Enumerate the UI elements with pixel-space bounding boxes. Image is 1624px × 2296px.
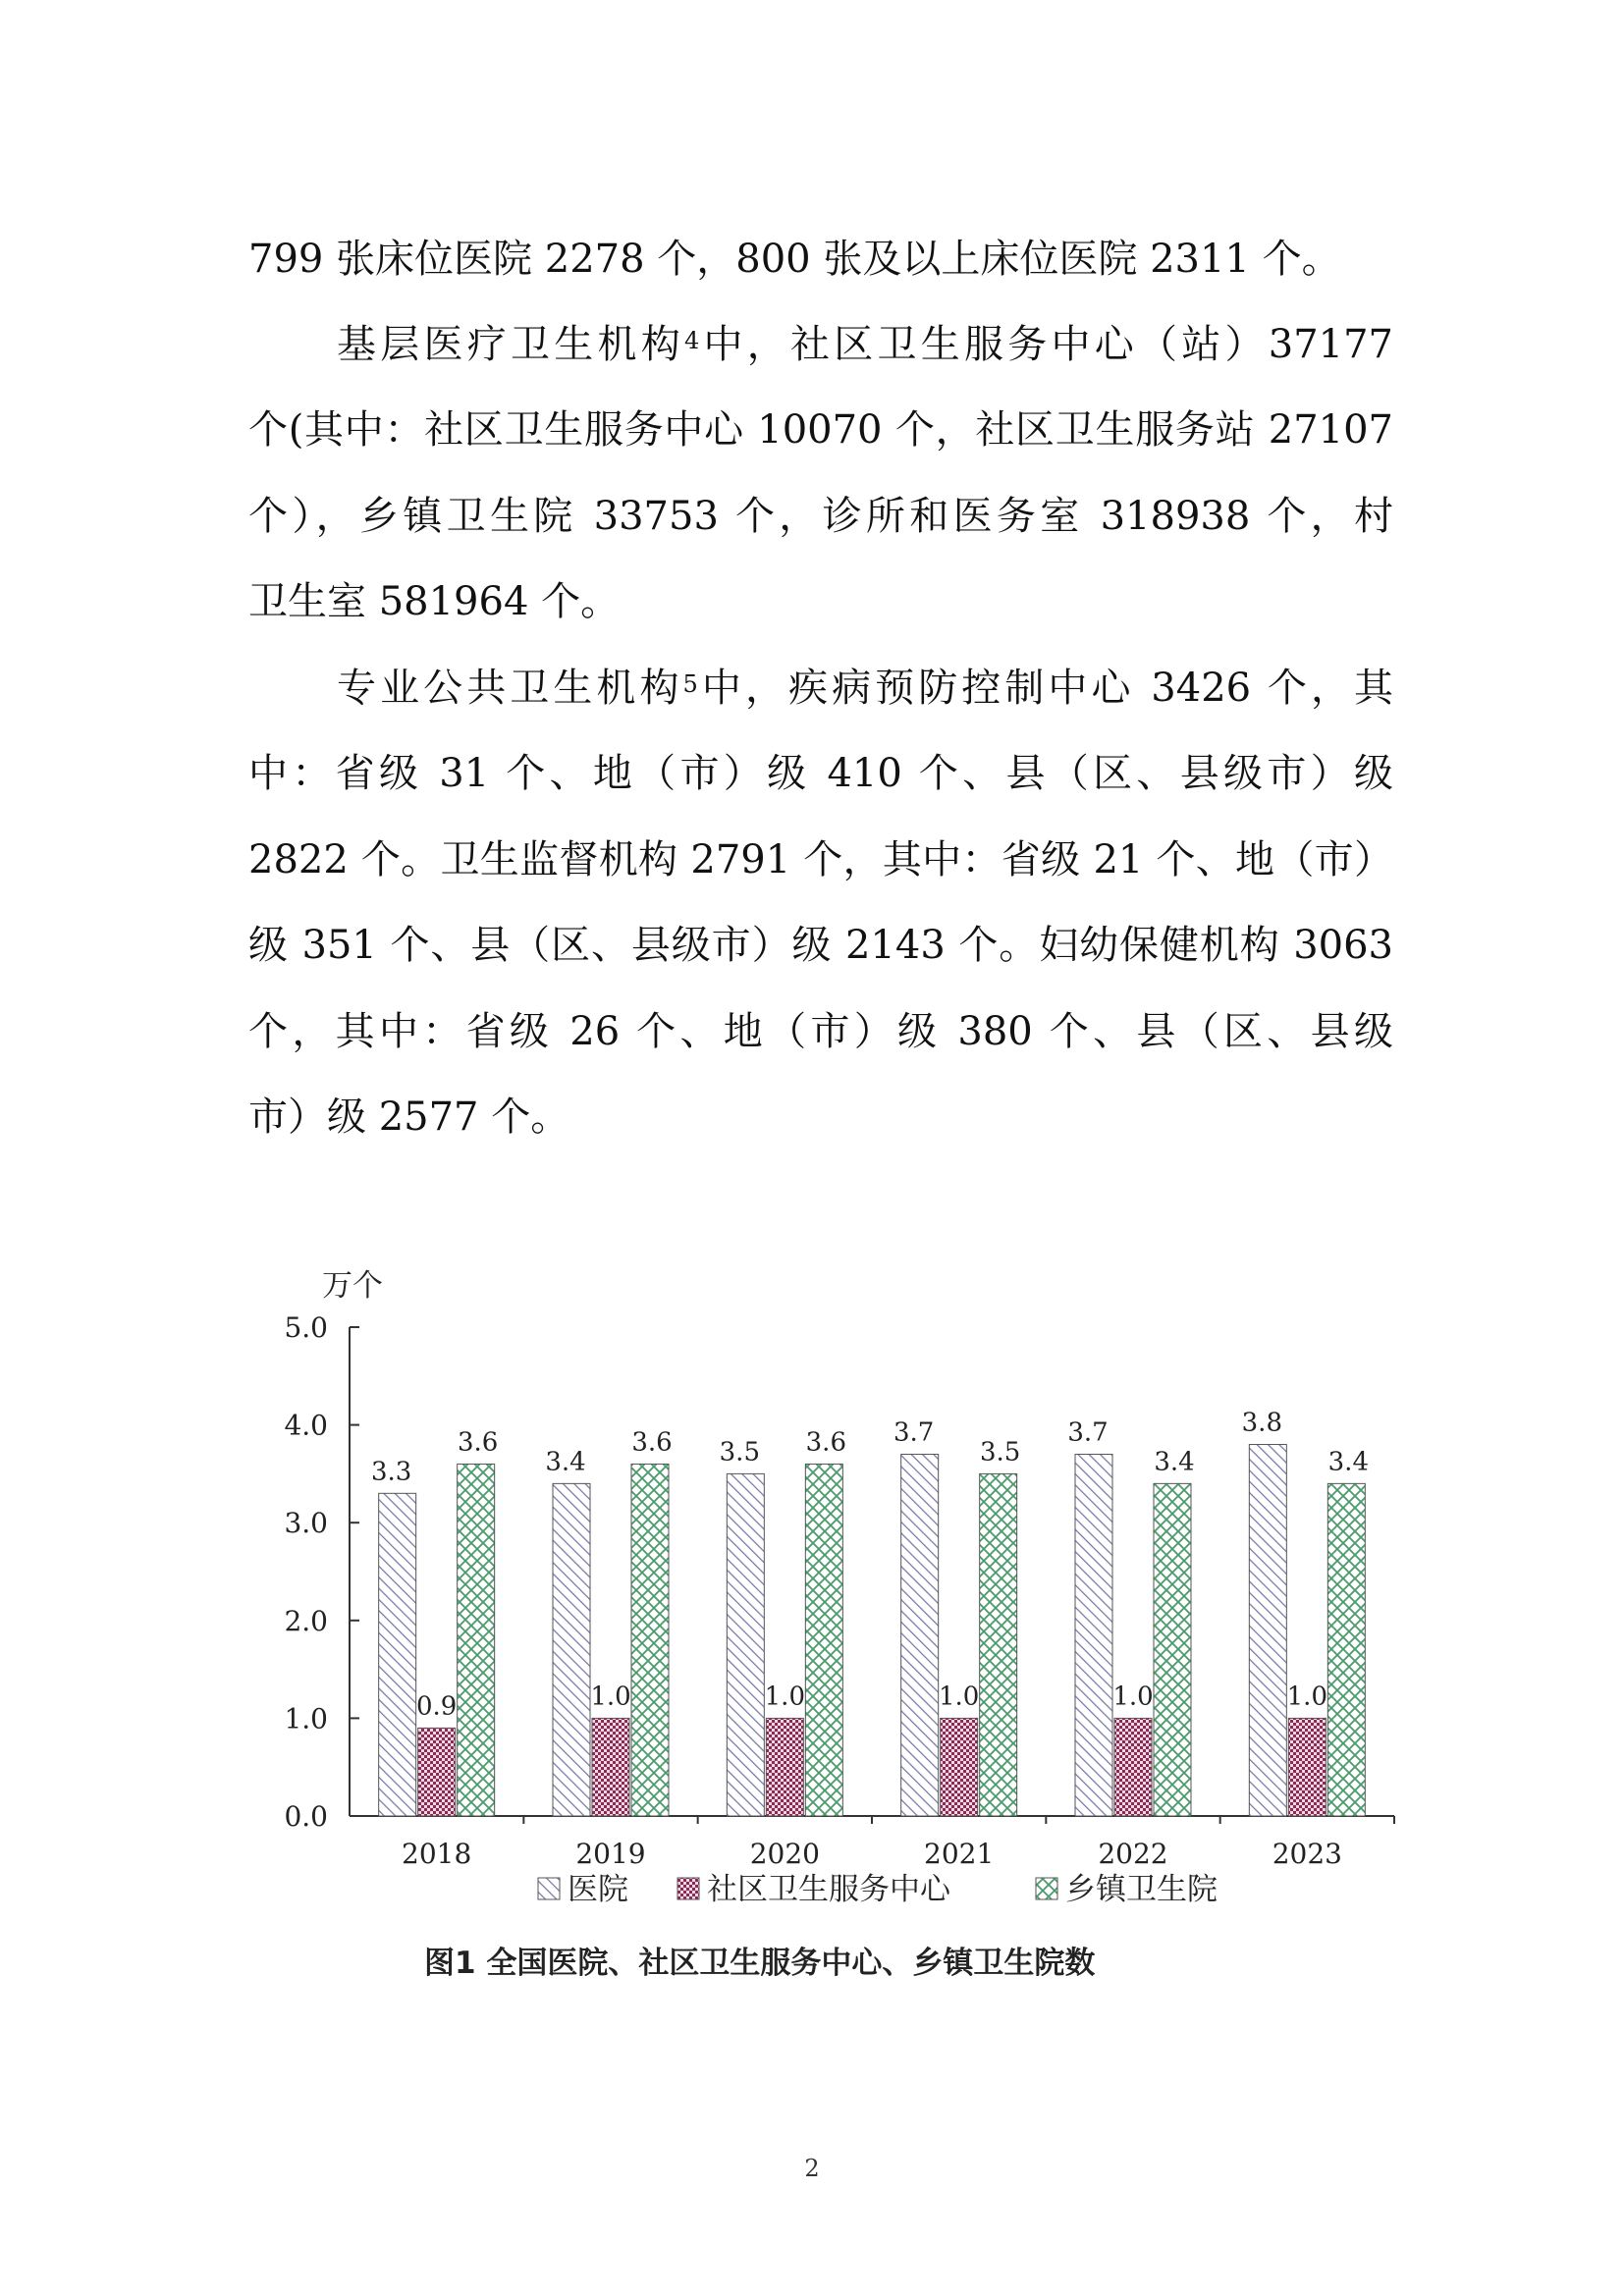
- x-tick-label: 2020: [749, 1838, 820, 1870]
- legend-label: 医院: [568, 1872, 628, 1907]
- y-axis-unit-label: 万个: [322, 1268, 383, 1304]
- paragraph-line: 个），乡镇卫生院 33753 个，诊所和医务室 318938 个，村: [248, 494, 1393, 539]
- legend-swatch: [538, 1878, 560, 1899]
- data-label: 3.5: [979, 1437, 1021, 1468]
- footnote-marker: 4: [684, 327, 700, 354]
- bar-2019-2: [631, 1464, 669, 1816]
- paragraph-line: 卫生室 581964 个。: [248, 579, 621, 624]
- y-tick-label: 4.0: [284, 1409, 328, 1442]
- bar-2018-0: [379, 1493, 416, 1816]
- bar-2020-1: [766, 1718, 803, 1816]
- data-label: 3.6: [457, 1427, 499, 1458]
- paragraph-line: 市）级 2577 个。: [248, 1095, 570, 1140]
- x-tick-label: 2022: [1098, 1838, 1168, 1870]
- paragraph-line: 799 张床位医院 2278 个，800 张及以上床位医院 2311 个。: [248, 237, 1341, 282]
- bar-2021-0: [901, 1454, 939, 1816]
- bar-2020-0: [727, 1473, 764, 1816]
- bar-2023-0: [1249, 1445, 1286, 1816]
- legend-swatch: [1036, 1878, 1057, 1899]
- legend-label: 社区卫生服务中心: [707, 1872, 950, 1907]
- data-label: 3.4: [1327, 1447, 1370, 1477]
- legend-label: 乡镇卫生院: [1065, 1872, 1218, 1907]
- paragraph-line: 基层医疗卫生机构$^4$中，社区卫生服务中心（站）37177: [337, 322, 1394, 367]
- data-label: 1.0: [590, 1682, 631, 1712]
- data-label: 1.0: [938, 1682, 980, 1712]
- footnote-marker: 5: [682, 670, 698, 698]
- bar-2023-1: [1288, 1718, 1326, 1816]
- x-tick-label: 2018: [402, 1838, 472, 1870]
- data-label: 3.4: [545, 1447, 586, 1477]
- legend-swatch: [677, 1878, 699, 1899]
- paragraph-line: 2822 个。卫生监督机构 2791 个，其中：省级 21 个、地（市）: [248, 837, 1393, 882]
- x-tick-label: 2021: [924, 1838, 995, 1870]
- data-label: 1.0: [1286, 1682, 1328, 1712]
- bar-2022-1: [1114, 1718, 1152, 1816]
- data-label: 3.8: [1241, 1408, 1283, 1438]
- data-label: 3.7: [893, 1417, 935, 1448]
- bar-2023-2: [1327, 1483, 1365, 1816]
- bar-2019-0: [553, 1483, 590, 1816]
- data-label: 3.3: [370, 1457, 412, 1487]
- bar-2022-2: [1154, 1483, 1191, 1816]
- x-tick-label: 2023: [1272, 1838, 1342, 1870]
- bar-2022-0: [1075, 1454, 1112, 1816]
- y-tick-label: 5.0: [284, 1311, 328, 1344]
- data-label: 1.0: [1112, 1682, 1154, 1712]
- paragraph-line: 中：省级 31 个、地（市）级 410 个、县（区、县级市）级: [248, 751, 1393, 796]
- bar-2018-1: [418, 1728, 456, 1816]
- data-label: 3.4: [1154, 1447, 1195, 1477]
- bar-2021-2: [980, 1473, 1017, 1816]
- y-tick-label: 1.0: [284, 1702, 328, 1735]
- bar-2020-2: [805, 1464, 842, 1816]
- data-label: 3.7: [1067, 1417, 1109, 1448]
- page-number: 2: [804, 2155, 820, 2182]
- data-label: 3.5: [719, 1437, 761, 1468]
- data-label: 3.6: [631, 1427, 673, 1458]
- data-label: 1.0: [764, 1682, 806, 1712]
- data-label: 3.6: [805, 1427, 847, 1458]
- paragraph-line: 个，其中：省级 26 个、地（市）级 380 个、县（区、县级: [248, 1009, 1393, 1054]
- x-tick-label: 2019: [575, 1838, 646, 1870]
- bar-2018-2: [458, 1464, 495, 1816]
- y-tick-label: 2.0: [284, 1604, 328, 1637]
- bar-2021-1: [941, 1718, 978, 1816]
- figure-caption: 图1 全国医院、社区卫生服务中心、乡镇卫生院数: [424, 1946, 1096, 1981]
- y-tick-label: 3.0: [284, 1507, 328, 1540]
- paragraph-line: 个(其中：社区卫生服务中心 10070 个，社区卫生服务站 27107: [248, 407, 1393, 453]
- bar-2019-1: [592, 1718, 629, 1816]
- y-tick-label: 0.0: [284, 1800, 328, 1833]
- paragraph-line: 级 351 个、县（区、县级市）级 2143 个。妇幼保健机构 3063: [248, 923, 1393, 968]
- paragraph-line: 专业公共卫生机构$^5$中，疾病预防控制中心 3426 个，其: [337, 666, 1394, 711]
- data-label: 0.9: [415, 1691, 458, 1722]
